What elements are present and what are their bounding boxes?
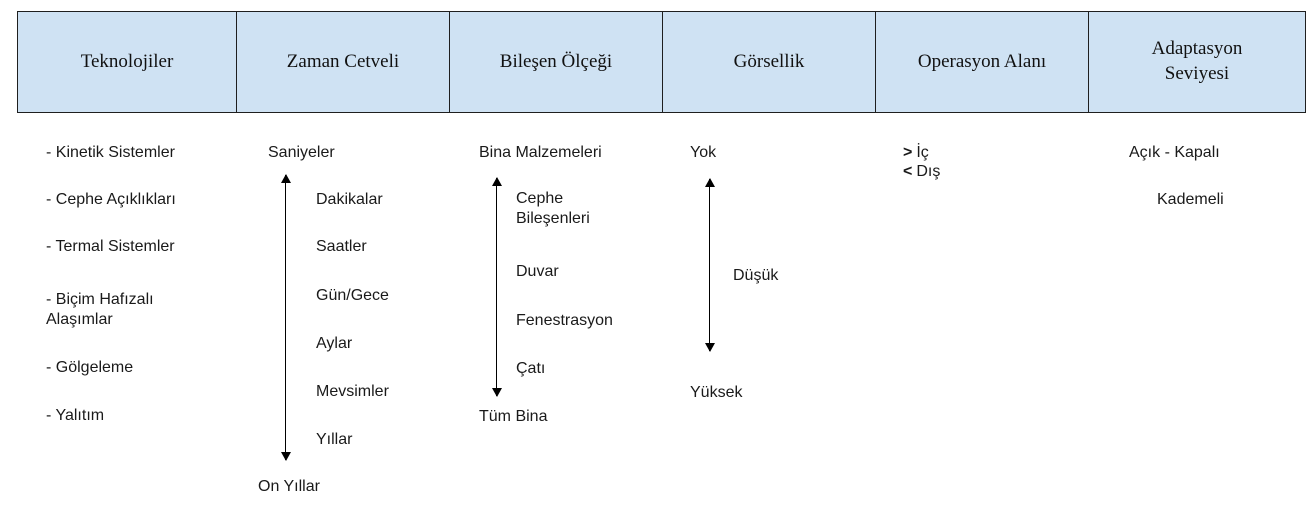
visibility-top-label: Yok: [690, 144, 717, 161]
visibility-bottom-label: Yüksek: [690, 384, 743, 401]
less-than-symbol: <: [903, 163, 913, 180]
operation-label: İç: [916, 144, 929, 161]
timescale-bottom-label: On Yıllar: [258, 478, 320, 495]
component-bottom-label: Tüm Bina: [479, 408, 548, 425]
tech-item: - Termal Sistemler: [46, 238, 175, 255]
header-row: [17, 11, 1306, 113]
header-bilesen-olcegi: Bileşen Ölçeği: [449, 11, 663, 113]
tech-item: - Yalıtım: [46, 407, 105, 424]
operation-item-dis: [903, 162, 940, 182]
timescale-item: Yıllar: [316, 431, 353, 448]
operation-label: Dış: [916, 163, 941, 180]
timescale-item: Saatler: [316, 238, 367, 255]
timescale-item: Aylar: [316, 335, 353, 352]
tech-item: - Cephe Açıklıkları: [46, 191, 176, 208]
header-teknolojiler: Teknolojiler: [17, 11, 237, 113]
timescale-arrow: [281, 175, 291, 460]
component-scale-arrow: [492, 178, 502, 396]
visibility-arrow: [705, 179, 715, 351]
timescale-top-label: Saniyeler: [268, 144, 335, 161]
tech-item: - Gölgeleme: [46, 359, 134, 376]
adaptation-item: Kademeli: [1157, 191, 1224, 208]
component-top-label: Bina Malzemeleri: [479, 144, 602, 161]
tech-item: - Biçim Hafızalı Alaşımlar: [46, 291, 154, 328]
greater-than-symbol: >: [903, 144, 913, 161]
component-item: Cephe Bileşenleri: [516, 190, 590, 227]
visibility-middle-label: Düşük: [733, 267, 779, 284]
tech-item: - Kinetik Sistemler: [46, 144, 175, 161]
component-item: Duvar: [516, 263, 559, 280]
header-gorsellik: Görsellik: [662, 11, 876, 113]
timescale-item: Gün/Gece: [316, 287, 389, 304]
timescale-item: Mevsimler: [316, 383, 389, 400]
header-operasyon-alani: Operasyon Alanı: [875, 11, 1089, 113]
header-adaptasyon-seviyesi: Adaptasyon Seviyesi: [1088, 11, 1306, 113]
header-zaman-cetveli: Zaman Cetveli: [236, 11, 450, 113]
operation-item-ic: [903, 143, 929, 163]
component-item: Çatı: [516, 360, 546, 377]
adaptation-item: Açık - Kapalı: [1129, 144, 1220, 161]
timescale-item: Dakikalar: [316, 191, 383, 208]
component-item: Fenestrasyon: [516, 312, 613, 329]
